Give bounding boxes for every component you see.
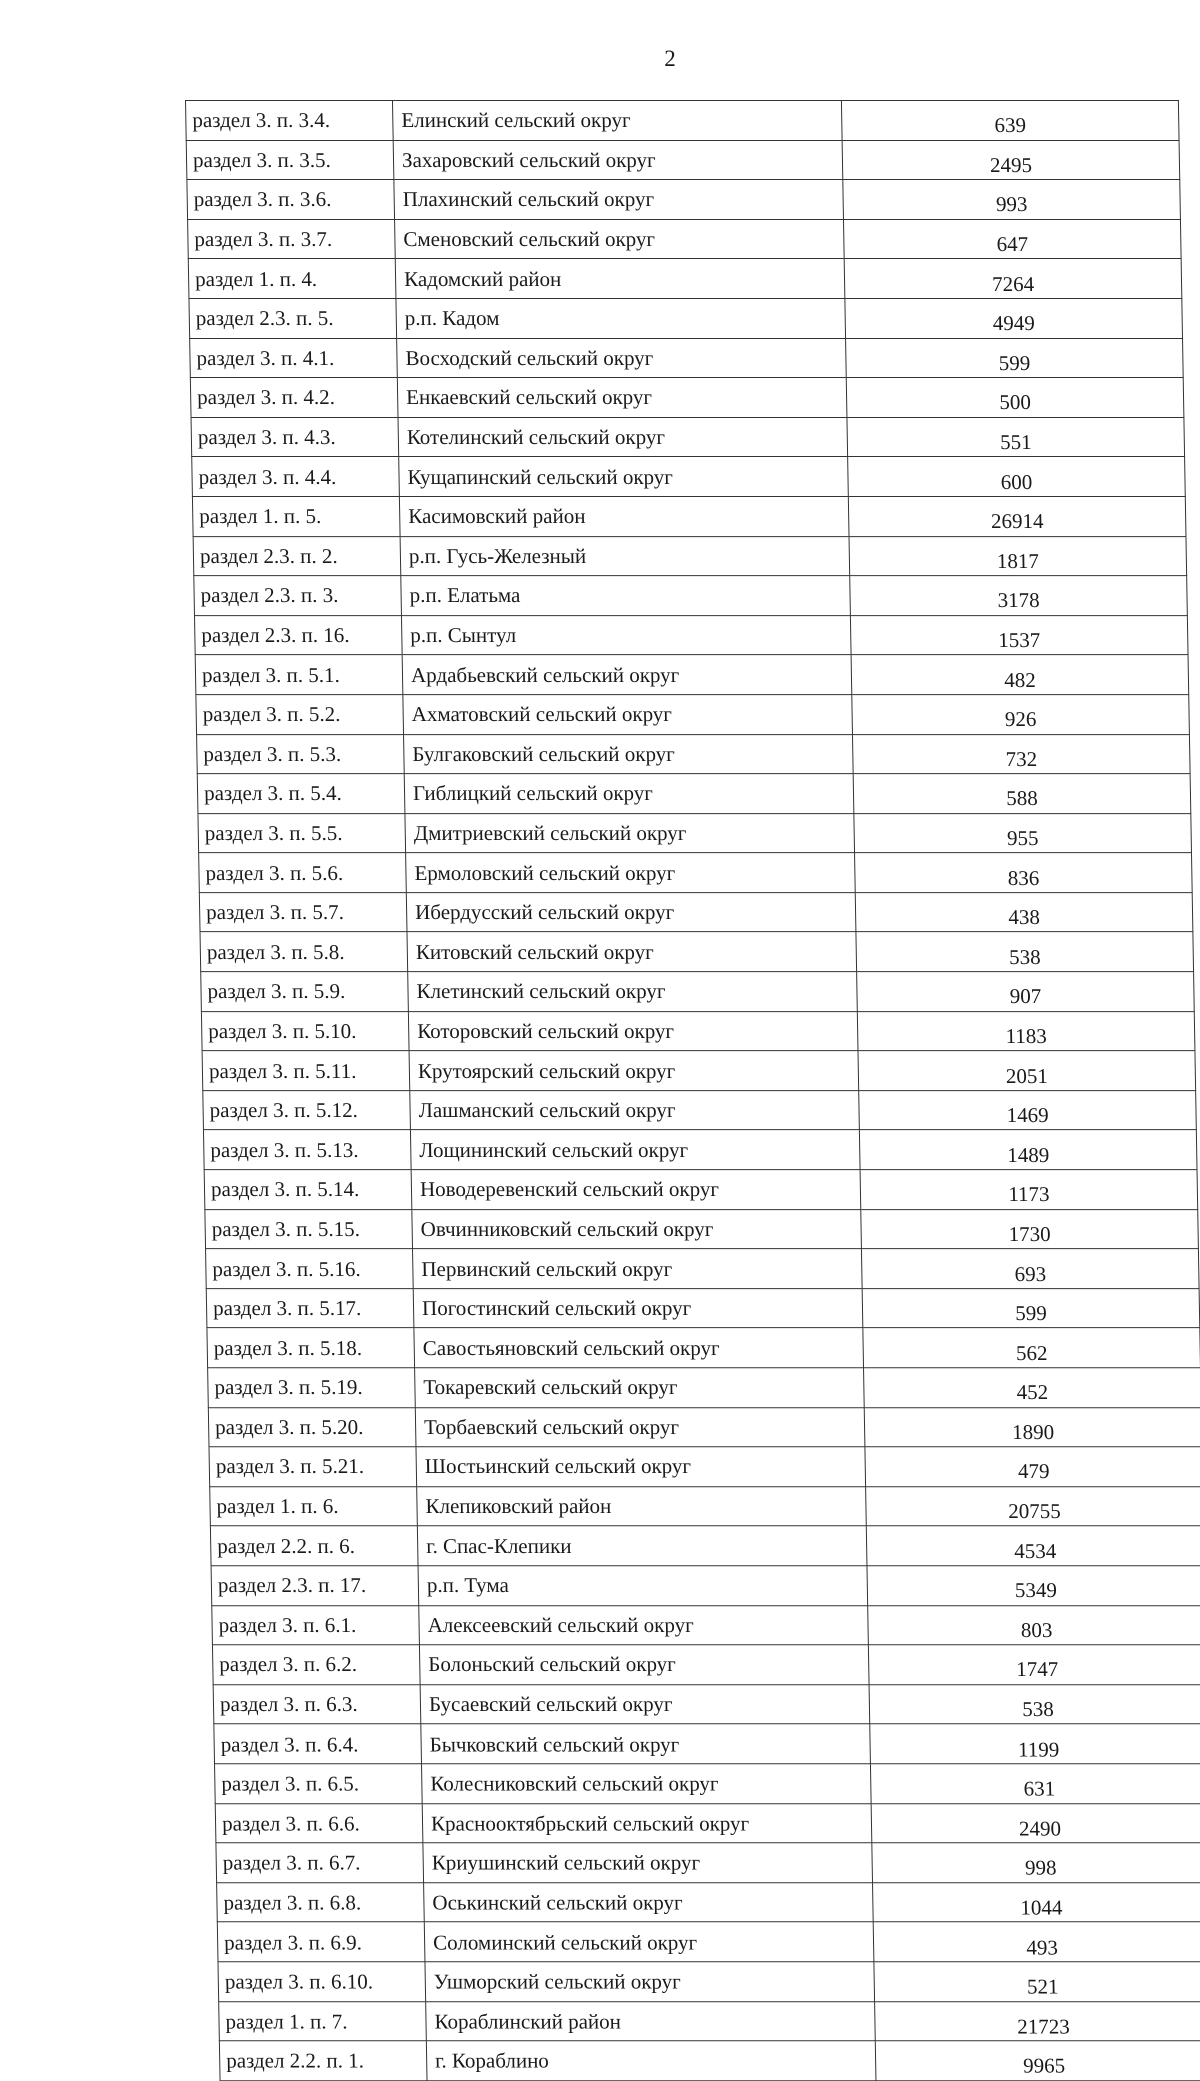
population-value-cell: 2490 bbox=[871, 1803, 1200, 1843]
table-row bbox=[215, 1803, 1200, 1843]
section-ref-cell: раздел 3. п. 3.6. bbox=[187, 180, 395, 220]
table-body bbox=[186, 101, 1200, 2081]
district-name-cell: Лашманский сельский округ bbox=[410, 1090, 860, 1130]
section-ref-cell: раздел 3. п. 5.1. bbox=[195, 655, 403, 695]
population-value-cell: 493 bbox=[873, 1922, 1200, 1962]
population-value-cell: 551 bbox=[847, 417, 1185, 457]
table-row bbox=[199, 892, 1193, 932]
section-ref-cell: раздел 3. п. 4.4. bbox=[192, 457, 400, 497]
district-name-cell: Бычковский сельский округ bbox=[421, 1724, 871, 1764]
section-ref-cell: раздел 3. п. 4.2. bbox=[190, 378, 398, 418]
table-row bbox=[207, 1328, 1200, 1368]
population-value-cell: 1890 bbox=[864, 1407, 1200, 1447]
population-table bbox=[185, 100, 1200, 2081]
section-ref-cell: раздел 2.3. п. 3. bbox=[194, 576, 402, 616]
population-value-cell: 438 bbox=[855, 892, 1193, 932]
district-name-cell: Бусаевский сельский округ bbox=[420, 1684, 870, 1724]
population-value-cell: 1044 bbox=[873, 1882, 1200, 1922]
district-name-cell: Кадомский район bbox=[395, 259, 845, 299]
population-value-cell: 2051 bbox=[858, 1051, 1196, 1091]
population-value-cell: 9965 bbox=[875, 2041, 1200, 2081]
district-name-cell: Криушинский сельский округ bbox=[423, 1843, 873, 1883]
district-name-cell: Соломинский сельский округ bbox=[424, 1922, 874, 1962]
section-ref-cell: раздел 3. п. 5.3. bbox=[197, 734, 405, 774]
section-ref-cell: раздел 3. п. 5.21. bbox=[209, 1447, 417, 1487]
table-row bbox=[209, 1447, 1200, 1487]
table-row bbox=[212, 1605, 1200, 1645]
section-ref-cell: раздел 3. п. 5.2. bbox=[196, 694, 404, 734]
table-row bbox=[202, 1051, 1196, 1091]
district-name-cell: Клетинский сельский округ bbox=[408, 972, 858, 1012]
table-row bbox=[190, 338, 1184, 378]
population-value-cell: 993 bbox=[843, 180, 1181, 220]
section-ref-cell: раздел 2.3. п. 2. bbox=[193, 536, 401, 576]
population-value-cell: 26914 bbox=[848, 496, 1186, 536]
section-ref-cell: раздел 3. п. 6.10. bbox=[218, 1962, 426, 2002]
population-value-cell: 631 bbox=[870, 1764, 1200, 1804]
table-row bbox=[219, 2041, 1200, 2081]
district-name-cell: Гиблицкий сельский округ bbox=[404, 774, 854, 814]
district-name-cell: Овчинниковский сельский округ bbox=[412, 1209, 862, 1249]
table-row bbox=[212, 1645, 1200, 1685]
table-row bbox=[208, 1368, 1200, 1408]
table-row bbox=[201, 1011, 1195, 1051]
population-value-cell: 3178 bbox=[850, 576, 1188, 616]
section-ref-cell: раздел 3. п. 5.6. bbox=[199, 853, 407, 893]
section-ref-cell: раздел 3. п. 6.5. bbox=[215, 1764, 423, 1804]
table-row bbox=[217, 1882, 1200, 1922]
population-value-cell: 20755 bbox=[866, 1486, 1200, 1526]
section-ref-cell: раздел 1. п. 7. bbox=[219, 2001, 427, 2041]
population-value-cell: 562 bbox=[863, 1328, 1200, 1368]
table-row bbox=[200, 932, 1194, 972]
table-row bbox=[193, 536, 1187, 576]
table-row bbox=[215, 1764, 1200, 1804]
section-ref-cell: раздел 3. п. 6.9. bbox=[217, 1922, 425, 1962]
district-name-cell: р.п. Кадом bbox=[396, 298, 846, 338]
section-ref-cell: раздел 3. п. 5.16. bbox=[206, 1249, 414, 1289]
district-name-cell: Ермоловский сельский округ bbox=[406, 853, 856, 893]
section-ref-cell: раздел 3. п. 5.10. bbox=[201, 1011, 409, 1051]
table-row bbox=[201, 972, 1195, 1012]
population-value-cell: 1199 bbox=[870, 1724, 1200, 1764]
section-ref-cell: раздел 3. п. 6.1. bbox=[212, 1605, 420, 1645]
district-name-cell: Шостьинский сельский округ bbox=[416, 1447, 866, 1487]
population-value-cell: 500 bbox=[846, 378, 1184, 418]
section-ref-cell: раздел 3. п. 5.20. bbox=[208, 1407, 416, 1447]
population-value-cell: 926 bbox=[852, 694, 1190, 734]
table-row bbox=[192, 457, 1186, 497]
population-value-cell: 693 bbox=[861, 1249, 1199, 1289]
population-value-cell: 803 bbox=[868, 1605, 1200, 1645]
district-name-cell: Енкаевский сельский округ bbox=[397, 378, 847, 418]
section-ref-cell: раздел 3. п. 3.7. bbox=[188, 219, 396, 259]
district-name-cell: Погостинский сельский округ bbox=[413, 1288, 863, 1328]
population-value-cell: 452 bbox=[864, 1368, 1200, 1408]
population-value-cell: 538 bbox=[856, 932, 1194, 972]
table-row bbox=[206, 1288, 1200, 1328]
section-ref-cell: раздел 3. п. 3.4. bbox=[186, 101, 394, 141]
table-row bbox=[210, 1526, 1200, 1566]
population-value-cell: 1817 bbox=[849, 536, 1187, 576]
section-ref-cell: раздел 3. п. 5.5. bbox=[198, 813, 406, 853]
table-row bbox=[208, 1407, 1200, 1447]
section-ref-cell: раздел 3. п. 6.4. bbox=[214, 1724, 422, 1764]
population-value-cell: 4949 bbox=[845, 298, 1183, 338]
district-name-cell: Ушморский сельский округ bbox=[425, 1962, 875, 2002]
section-ref-cell: раздел 3. п. 5.12. bbox=[203, 1090, 411, 1130]
section-ref-cell: раздел 1. п. 4. bbox=[188, 259, 396, 299]
section-ref-cell: раздел 3. п. 4.3. bbox=[191, 417, 399, 457]
section-ref-cell: раздел 2.2. п. 6. bbox=[210, 1526, 418, 1566]
district-name-cell: Оськинский сельский округ bbox=[424, 1882, 874, 1922]
district-name-cell: Колесниковский сельский округ bbox=[421, 1764, 871, 1804]
district-name-cell: Ибердусский сельский округ bbox=[406, 892, 856, 932]
section-ref-cell: раздел 1. п. 5. bbox=[192, 496, 400, 536]
district-name-cell: г. Спас-Клепики bbox=[417, 1526, 867, 1566]
district-name-cell: Новодеревенский сельский округ bbox=[411, 1170, 861, 1210]
table-row bbox=[190, 378, 1184, 418]
table-row bbox=[197, 734, 1191, 774]
district-name-cell: Токаревский сельский округ bbox=[415, 1368, 865, 1408]
table-row bbox=[203, 1090, 1197, 1130]
population-value-cell: 600 bbox=[848, 457, 1186, 497]
section-ref-cell: раздел 3. п. 5.4. bbox=[197, 774, 405, 814]
table-row bbox=[219, 2001, 1200, 2041]
district-name-cell: Плахинский сельский округ bbox=[394, 180, 844, 220]
population-value-cell: 588 bbox=[853, 774, 1191, 814]
table-row bbox=[216, 1843, 1200, 1883]
table-row bbox=[195, 655, 1189, 695]
district-name-cell: Китовский сельский округ bbox=[407, 932, 857, 972]
table-row bbox=[206, 1249, 1200, 1289]
section-ref-cell: раздел 3. п. 6.6. bbox=[215, 1803, 423, 1843]
table-row bbox=[191, 417, 1185, 457]
table-row bbox=[211, 1566, 1200, 1606]
table-row bbox=[198, 813, 1192, 853]
population-value-cell: 2495 bbox=[842, 140, 1180, 180]
table-row bbox=[204, 1170, 1198, 1210]
population-value-cell: 907 bbox=[857, 972, 1195, 1012]
table-row bbox=[194, 576, 1188, 616]
section-ref-cell: раздел 3. п. 5.8. bbox=[200, 932, 408, 972]
section-ref-cell: раздел 3. п. 4.1. bbox=[190, 338, 398, 378]
table-row bbox=[188, 219, 1182, 259]
section-ref-cell: раздел 3. п. 6.8. bbox=[217, 1882, 425, 1922]
population-value-cell: 1747 bbox=[868, 1645, 1200, 1685]
district-name-cell: Сменовский сельский округ bbox=[395, 219, 845, 259]
district-name-cell: Восходский сельский округ bbox=[397, 338, 847, 378]
table-row bbox=[186, 140, 1180, 180]
population-value-cell: 479 bbox=[865, 1447, 1200, 1487]
population-value-cell: 1183 bbox=[857, 1011, 1195, 1051]
section-ref-cell: раздел 3. п. 5.18. bbox=[207, 1328, 415, 1368]
section-ref-cell: раздел 3. п. 5.9. bbox=[201, 972, 409, 1012]
population-value-cell: 599 bbox=[862, 1288, 1200, 1328]
district-name-cell: Савостьяновский сельский округ bbox=[414, 1328, 864, 1368]
district-name-cell: Елинский сельский округ bbox=[392, 101, 842, 141]
table-row bbox=[187, 180, 1181, 220]
population-value-cell: 4534 bbox=[866, 1526, 1200, 1566]
section-ref-cell: раздел 3. п. 5.14. bbox=[204, 1170, 412, 1210]
page-number: 2 bbox=[664, 46, 676, 71]
district-name-cell: Касимовский район bbox=[399, 496, 849, 536]
table-row bbox=[217, 1922, 1200, 1962]
population-value-cell: 647 bbox=[843, 219, 1181, 259]
table-row bbox=[197, 774, 1191, 814]
district-name-cell: Кущапинский сельский округ bbox=[399, 457, 849, 497]
district-name-cell: р.п. Гусь-Железный bbox=[400, 536, 850, 576]
table-row bbox=[192, 496, 1186, 536]
population-value-cell: 7264 bbox=[844, 259, 1182, 299]
population-value-cell: 955 bbox=[854, 813, 1192, 853]
population-value-cell: 639 bbox=[841, 101, 1179, 141]
district-name-cell: Захаровский сельский округ bbox=[393, 140, 843, 180]
section-ref-cell: раздел 2.2. п. 1. bbox=[219, 2041, 427, 2081]
table-row bbox=[189, 298, 1183, 338]
table-row bbox=[186, 101, 1180, 141]
section-ref-cell: раздел 2.3. п. 16. bbox=[194, 615, 402, 655]
table-row bbox=[199, 853, 1193, 893]
population-value-cell: 538 bbox=[869, 1684, 1200, 1724]
table-row bbox=[210, 1486, 1200, 1526]
district-name-cell: Ахматовский сельский округ bbox=[403, 694, 853, 734]
section-ref-cell: раздел 3. п. 5.11. bbox=[202, 1051, 410, 1091]
section-ref-cell: раздел 2.3. п. 17. bbox=[211, 1566, 419, 1606]
district-name-cell: Дмитриевский сельский округ bbox=[405, 813, 855, 853]
section-ref-cell: раздел 1. п. 6. bbox=[210, 1486, 418, 1526]
population-value-cell: 599 bbox=[846, 338, 1184, 378]
district-name-cell: Краснооктябрьский сельский округ bbox=[422, 1803, 872, 1843]
population-value-cell: 836 bbox=[855, 853, 1193, 893]
population-value-cell: 521 bbox=[874, 1962, 1200, 2002]
section-ref-cell: раздел 3. п. 6.7. bbox=[216, 1843, 424, 1883]
district-name-cell: р.п. Тума bbox=[418, 1566, 868, 1606]
district-name-cell: Торбаевский сельский округ bbox=[415, 1407, 865, 1447]
population-value-cell: 1469 bbox=[859, 1090, 1197, 1130]
section-ref-cell: раздел 3. п. 5.17. bbox=[206, 1288, 414, 1328]
district-name-cell: Болоньский сельский округ bbox=[419, 1645, 869, 1685]
table-row bbox=[205, 1209, 1199, 1249]
district-name-cell: Котелинский сельский округ bbox=[398, 417, 848, 457]
section-ref-cell: раздел 3. п. 5.19. bbox=[208, 1368, 416, 1408]
section-ref-cell: раздел 3. п. 5.13. bbox=[203, 1130, 411, 1170]
section-ref-cell: раздел 3. п. 5.15. bbox=[205, 1209, 413, 1249]
district-name-cell: Клепиковский район bbox=[417, 1486, 867, 1526]
population-value-cell: 1730 bbox=[861, 1209, 1199, 1249]
district-name-cell: Крутоярский сельский округ bbox=[409, 1051, 859, 1091]
table-row bbox=[194, 615, 1188, 655]
population-value-cell: 5349 bbox=[867, 1566, 1200, 1606]
district-name-cell: г. Кораблино bbox=[426, 2041, 876, 2081]
population-value-cell: 21723 bbox=[875, 2001, 1200, 2041]
table-row bbox=[218, 1962, 1200, 2002]
table-row bbox=[188, 259, 1182, 299]
population-value-cell: 1489 bbox=[859, 1130, 1197, 1170]
population-value-cell: 482 bbox=[851, 655, 1189, 695]
population-value-cell: 1173 bbox=[860, 1170, 1198, 1210]
district-name-cell: Алексеевский сельский округ bbox=[419, 1605, 869, 1645]
table-row bbox=[214, 1724, 1200, 1764]
section-ref-cell: раздел 2.3. п. 5. bbox=[189, 298, 397, 338]
section-ref-cell: раздел 3. п. 3.5. bbox=[186, 140, 394, 180]
district-name-cell: Лощининский сельский округ bbox=[410, 1130, 860, 1170]
population-value-cell: 998 bbox=[872, 1843, 1200, 1883]
population-value-cell: 1537 bbox=[850, 615, 1188, 655]
table-row bbox=[203, 1130, 1197, 1170]
district-name-cell: Первинский сельский округ bbox=[413, 1249, 863, 1289]
table-row bbox=[196, 694, 1190, 734]
section-ref-cell: раздел 3. п. 6.2. bbox=[212, 1645, 420, 1685]
district-name-cell: р.п. Сынтул bbox=[401, 615, 851, 655]
district-name-cell: Булгаковский сельский округ bbox=[404, 734, 854, 774]
table-row bbox=[213, 1684, 1200, 1724]
section-ref-cell: раздел 3. п. 5.7. bbox=[199, 892, 407, 932]
section-ref-cell: раздел 3. п. 6.3. bbox=[213, 1684, 421, 1724]
population-value-cell: 732 bbox=[852, 734, 1190, 774]
district-name-cell: Кораблинский район bbox=[426, 2001, 876, 2041]
district-name-cell: р.п. Елатьма bbox=[401, 576, 851, 616]
district-name-cell: Ардабьевский сельский округ bbox=[402, 655, 852, 695]
district-name-cell: Которовский сельский округ bbox=[408, 1011, 858, 1051]
